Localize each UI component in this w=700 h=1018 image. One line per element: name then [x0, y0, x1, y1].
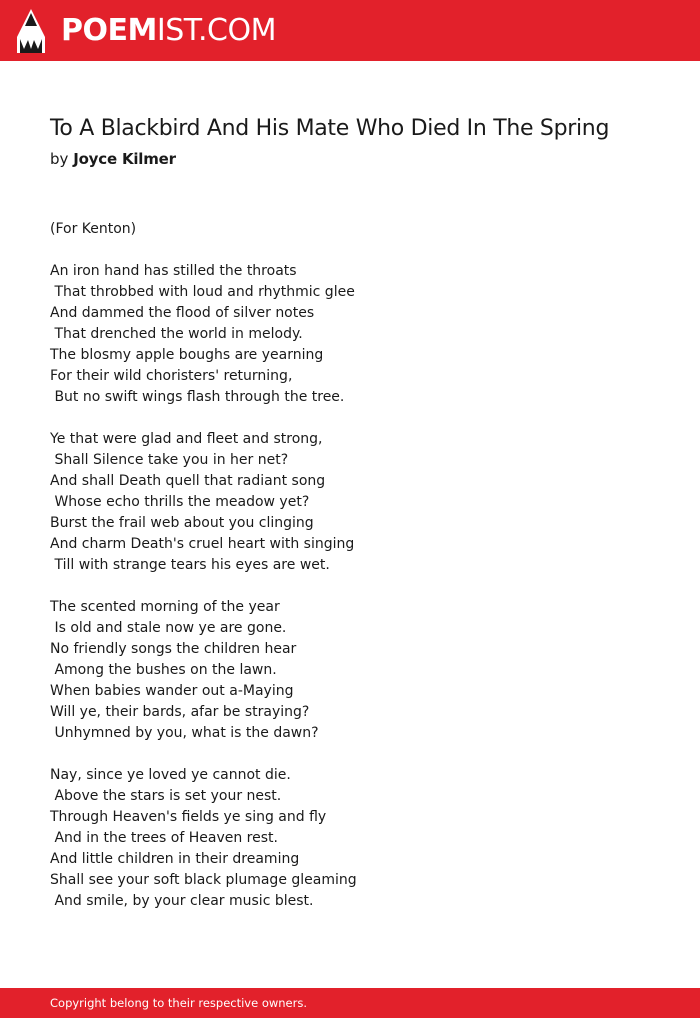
- stanza-gap: [50, 576, 650, 597]
- poem-line: No friendly songs the children hear: [50, 641, 297, 657]
- poem-line: Burst the frail web about you clinging: [50, 515, 314, 531]
- author-name: Joyce Kilmer: [73, 150, 176, 168]
- poem-line: Will ye, their bards, afar be straying?: [50, 704, 310, 720]
- poem-line: That throbbed with loud and rhythmic glee: [50, 284, 355, 300]
- poem-line: When babies wander out a-Maying: [50, 683, 294, 699]
- brand-name: [61, 9, 276, 53]
- poem-line: And charm Death's cruel heart with singing: [50, 536, 355, 552]
- poem-line: The scented morning of the year: [50, 599, 280, 615]
- stanza-gap: [50, 408, 650, 429]
- poem-line: Shall Silence take you in her net?: [50, 452, 289, 468]
- poem-line: Shall see your soft black plumage gleaming: [50, 872, 357, 888]
- poem-line: Above the stars is set your nest.: [50, 788, 282, 804]
- poem-line: But no swift wings flash through the tree.: [50, 389, 345, 405]
- brand-name-strong: POEM: [61, 13, 157, 48]
- copyright-notice: Copyright belong to their respective owners.: [50, 996, 308, 1010]
- poem-line: Nay, since ye loved ye cannot die.: [50, 767, 291, 783]
- poem-line: And smile, by your clear music blest.: [50, 893, 314, 909]
- stanza-4: [50, 765, 650, 912]
- poem-line: The blosmy apple boughs are yearning: [50, 347, 324, 363]
- poem-line: That drenched the world in melody.: [50, 326, 303, 342]
- poem-line: Unhymned by you, what is the dawn?: [50, 725, 319, 741]
- stanza-gap: [50, 744, 650, 765]
- stanza-gap: [50, 240, 650, 261]
- poem-body: [50, 219, 650, 912]
- stanza-1: [50, 261, 650, 408]
- poem-line: For their wild choristers' returning,: [50, 368, 293, 384]
- poem-line: And little children in their dreaming: [50, 851, 300, 867]
- poem-dedication: (For Kenton): [50, 221, 137, 237]
- poem-line: And in the trees of Heaven rest.: [50, 830, 278, 846]
- poem-title: To A Blackbird And His Mate Who Died In The Spring: [50, 116, 610, 141]
- stanza-2: [50, 429, 650, 576]
- stanza-3: [50, 597, 650, 744]
- poem-line: And shall Death quell that radiant song: [50, 473, 326, 489]
- by-label: by: [50, 150, 69, 168]
- poem-line: Whose echo thrills the meadow yet?: [50, 494, 310, 510]
- byline: [50, 150, 176, 168]
- pencil-tip-icon: [17, 9, 45, 53]
- poem-line: An iron hand has stilled the throats: [50, 263, 297, 279]
- poem-line: Till with strange tears his eyes are wet.: [50, 557, 330, 573]
- poem-line: And dammed the flood of silver notes: [50, 305, 315, 321]
- poem-line: Ye that were glad and fleet and strong,: [50, 431, 323, 447]
- site-footer: [0, 988, 700, 1018]
- site-logo[interactable]: [17, 9, 276, 53]
- site-header: [0, 0, 700, 61]
- poem-line: Through Heaven's fields ye sing and fly: [50, 809, 327, 825]
- poem-line: Is old and stale now ye are gone.: [50, 620, 287, 636]
- poem-line: Among the bushes on the lawn.: [50, 662, 277, 678]
- brand-name-light: IST.COM: [156, 13, 276, 48]
